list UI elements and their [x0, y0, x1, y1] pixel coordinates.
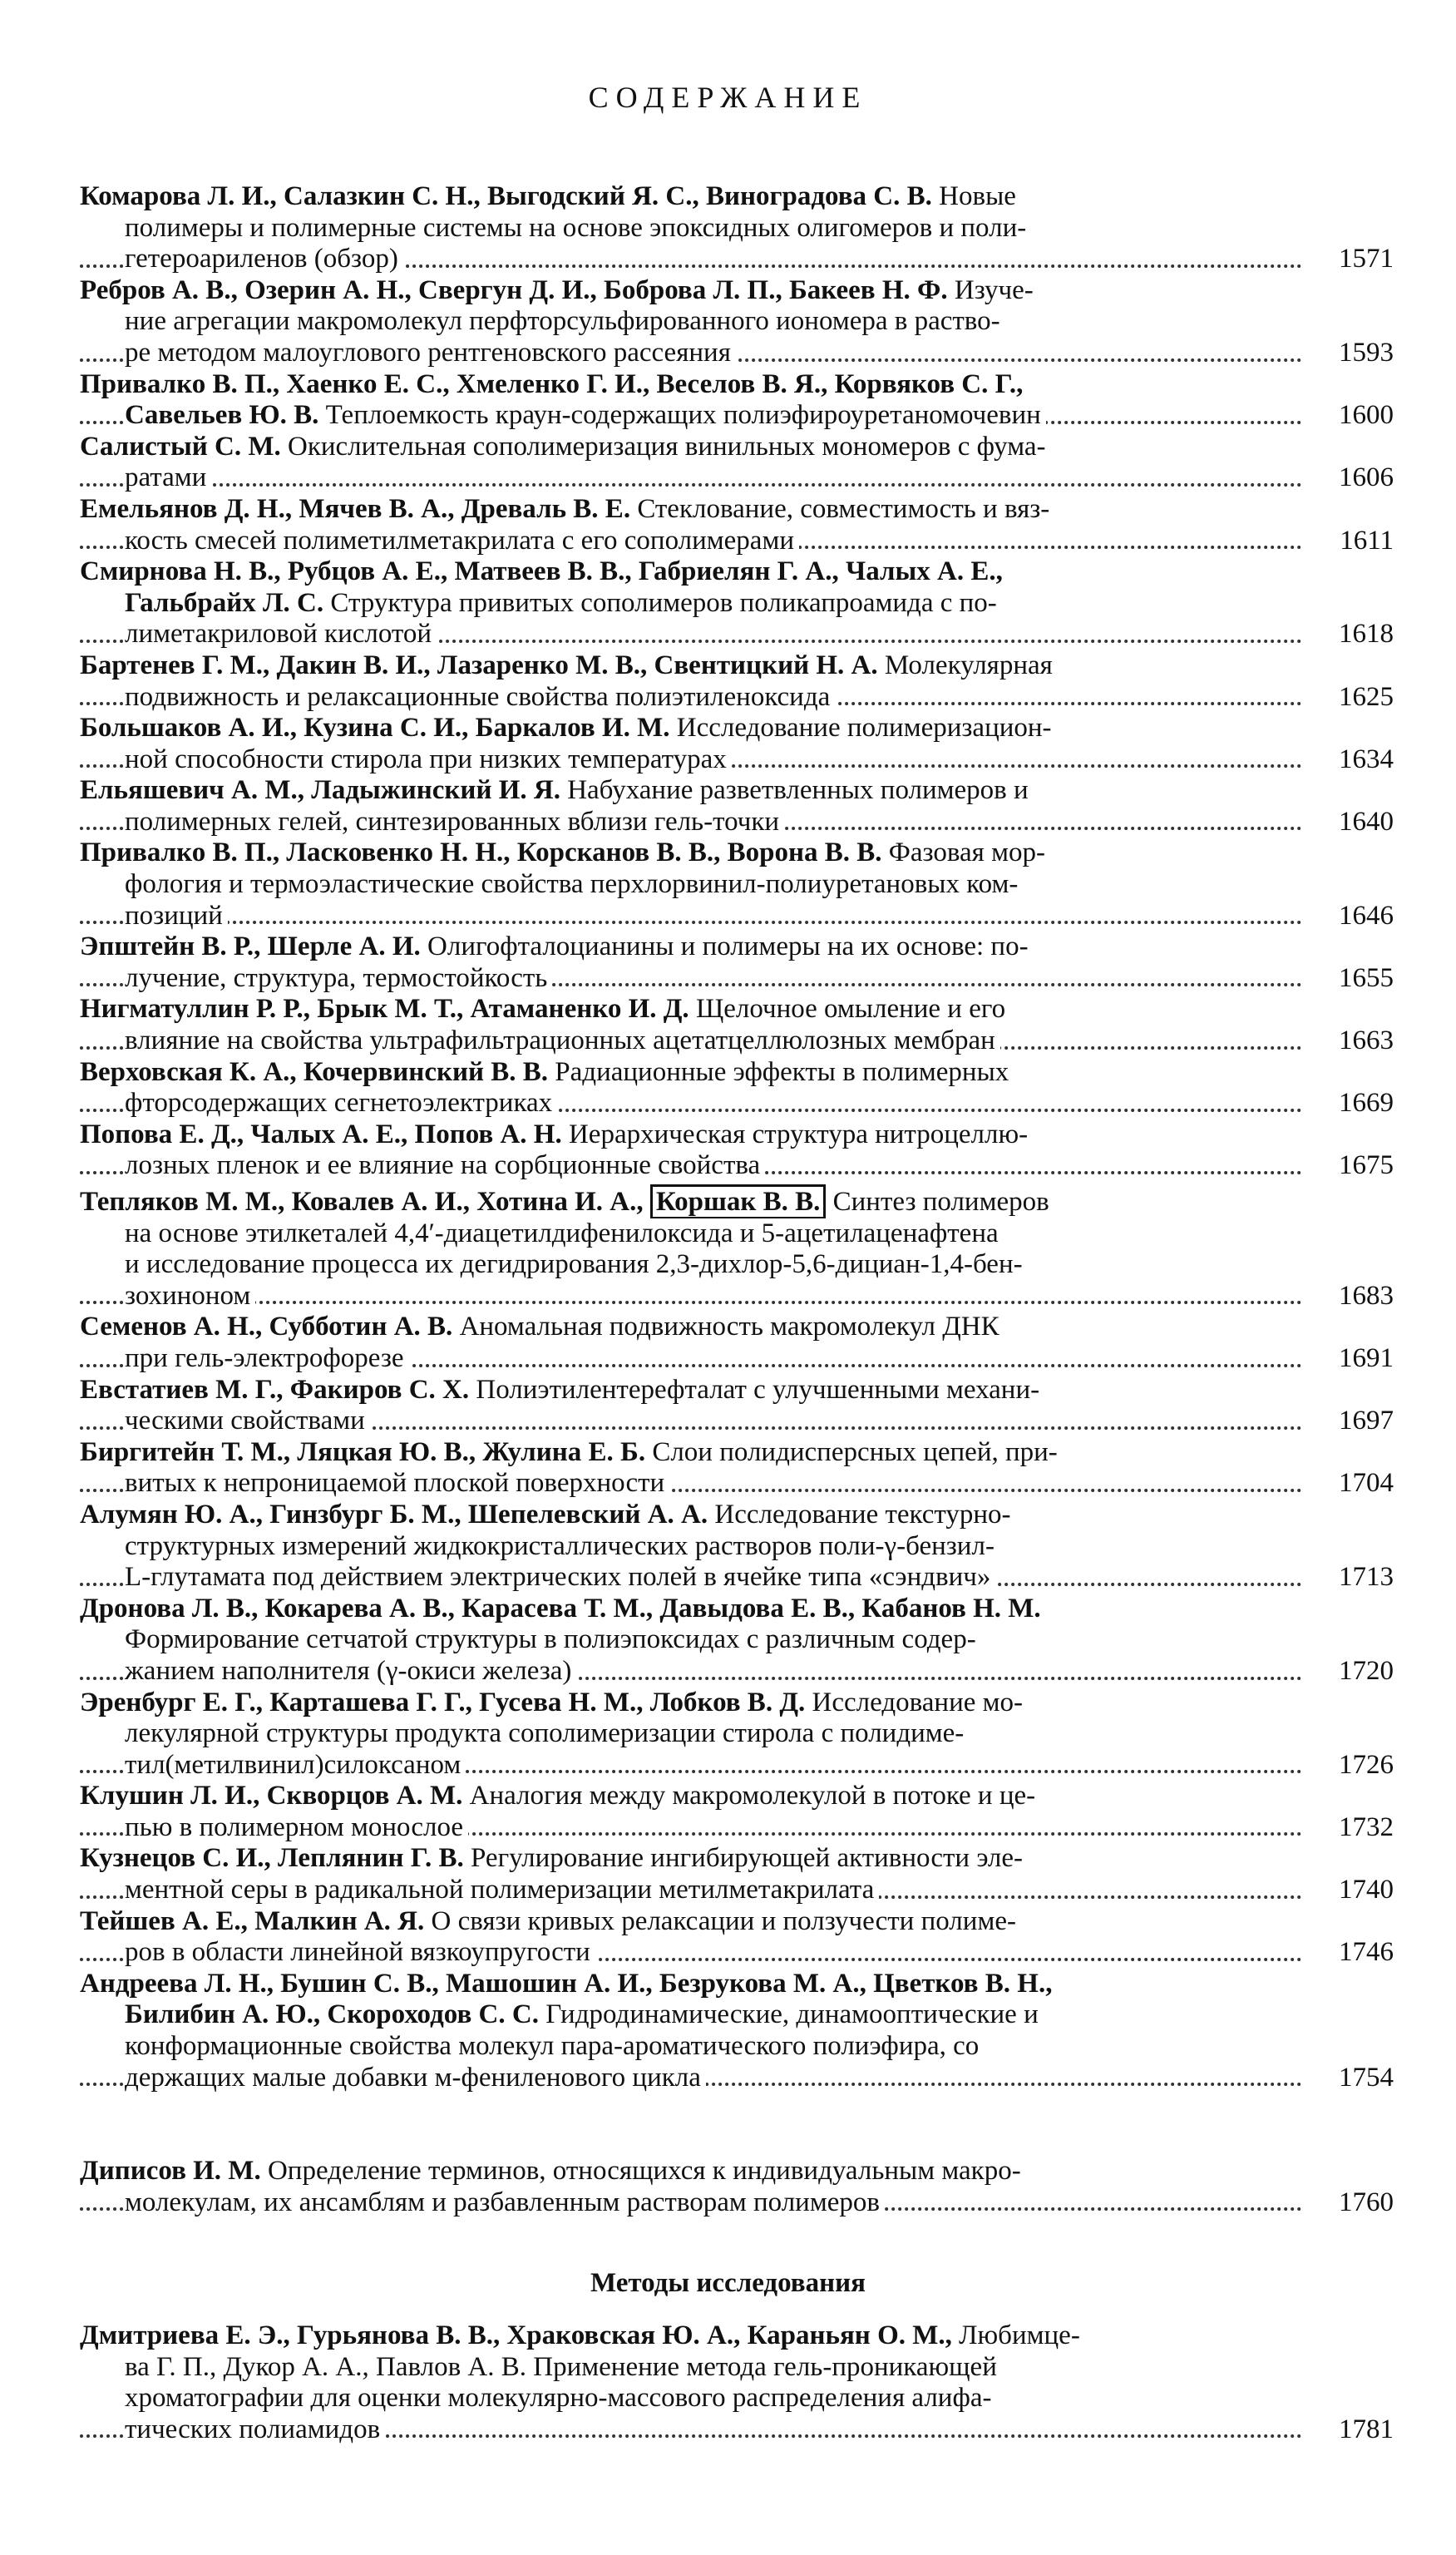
toc-entry-authors: Диписов И. М. — [80, 2156, 268, 2186]
toc-entry-text — [80, 1781, 1040, 1811]
toc-page-number: 1726 — [1319, 1750, 1394, 1782]
toc-entry-line — [80, 494, 1394, 526]
toc-entry-text — [80, 994, 1010, 1024]
toc-page-number: 1740 — [1319, 1875, 1394, 1906]
toc-entry-line — [80, 1312, 1394, 1343]
toc-page-number: 1713 — [1319, 1562, 1394, 1594]
toc-entry-text: конформационные свойства молекул пара-ароматического полиэфира, со — [125, 2031, 984, 2061]
dot-leader — [80, 1297, 1302, 1304]
toc-entry[interactable] — [80, 1057, 1394, 1119]
toc-entry[interactable] — [80, 556, 1394, 650]
toc-entry-authors: Гальбрайх Л. С. — [125, 587, 331, 618]
toc-entry-authors: Эпштейн В. Р., Шерле А. И. — [80, 932, 428, 962]
toc-entry-text — [80, 1969, 1057, 1999]
toc-entry-line — [80, 2063, 1394, 2094]
toc-page-number: 1754 — [1319, 2063, 1394, 2094]
toc-methods-list — [80, 2320, 1394, 2445]
toc-entry-text: и исследование процесса их дегидрирования 2,3-дихлор-5,6-дициан-1,4-бен- — [125, 1249, 1028, 1279]
toc-entry-title: Аномальная подвижность макромолекул ДНК — [459, 1312, 999, 1342]
toc-entry-line — [80, 213, 1394, 245]
toc-entry-text — [80, 556, 1008, 586]
toc-entry-line — [80, 1812, 1394, 1844]
toc-page-number: 1625 — [1319, 682, 1394, 714]
toc-entry-text: влияние на свойства ультрафильтрационных ацетатцеллюлозных мембран — [125, 1025, 1000, 1055]
toc-entry-line — [80, 432, 1394, 463]
toc-entry[interactable] — [80, 275, 1394, 369]
toc-entry-text — [80, 1594, 1046, 1623]
toc-entry[interactable] — [80, 1969, 1394, 2093]
toc-page-number: 1781 — [1319, 2414, 1394, 2446]
toc-entry-authors: Верховская К. А., Кочервинский В. В. — [80, 1056, 555, 1087]
toc-entry-text — [80, 1688, 1028, 1717]
toc-entry-text: фторсодержащих сегнетоэлектриках — [125, 1088, 557, 1118]
toc-entry-authors: Попова Е. Д., Чалых А. Е., Попов А. Н. — [80, 1119, 569, 1149]
toc-entry-title: Полиэтилентерефталат с улучшенными механи- — [476, 1374, 1040, 1405]
toc-entry-text — [80, 2156, 1026, 2186]
toc-entry-line — [80, 1119, 1394, 1151]
toc-entry-authors: Андреева Л. Н., Бушин С. В., Машошин А. И., Безрукова М. А., Цветков В. Н., — [80, 1968, 1053, 1999]
toc-entry-text — [80, 1500, 1016, 1530]
toc-entry-text: ров в области линейной вязкоупругости — [125, 1937, 595, 1967]
toc-entry-text — [80, 650, 1058, 680]
toc-entry-title: Радиационные эффекты в полимерных — [555, 1056, 1009, 1087]
toc-entry-authors: Смирнова Н. В., Рубцов А. Е., Матвеев В. В., Габриелян Г. А., Чалых А. Е., — [80, 556, 1003, 587]
toc-entry-line — [80, 1624, 1394, 1656]
toc-entry-text — [80, 713, 1057, 743]
toc-entry-text — [80, 932, 1034, 961]
toc-entry-line — [80, 838, 1394, 869]
toc-page-number: 1746 — [1319, 1937, 1394, 1969]
toc-entry[interactable] — [80, 1312, 1394, 1374]
toc-entry-line — [80, 1468, 1394, 1500]
toc-entry-text — [125, 1999, 1044, 2029]
toc-entry-text — [80, 1187, 1054, 1217]
toc-entry-text: Формирование сетчатой структуры в полиэпоксидах с различным содер- — [125, 1624, 981, 1654]
toc-entry[interactable] — [80, 932, 1394, 994]
toc-page-number: 1720 — [1319, 1656, 1394, 1688]
toc-page-number: 1760 — [1319, 2187, 1394, 2219]
toc-entry[interactable] — [80, 2320, 1394, 2445]
toc-entry-text: гетероариленов (обзор) — [125, 244, 403, 274]
toc-entry-line — [80, 1531, 1394, 1563]
toc-entry-line — [80, 994, 1394, 1025]
toc-entry-title: Любимце- — [959, 2320, 1080, 2350]
dot-leader — [80, 917, 1302, 924]
toc-entry-line — [80, 181, 1394, 213]
toc-entry[interactable] — [80, 1500, 1394, 1594]
toc-entry[interactable] — [80, 994, 1394, 1056]
toc-entry-line — [80, 2187, 1394, 2219]
toc-entry-line — [80, 306, 1394, 338]
toc-entry-line — [80, 2383, 1394, 2414]
dot-leader — [80, 480, 1302, 487]
toc-entry-line — [80, 1218, 1394, 1250]
toc-entry-line — [80, 1150, 1394, 1182]
toc-entry-text — [80, 1312, 1004, 1342]
toc-entry-line — [80, 932, 1394, 963]
toc-entry-authors: Емельянов Д. Н., Мячев В. А., Древаль В. Е. — [80, 493, 638, 524]
toc-entry-authors: Эренбург Е. Г., Карташева Г. Г., Гусева Н. М., Лобков В. Д. — [80, 1687, 812, 1717]
toc-page-number: 1697 — [1319, 1406, 1394, 1437]
toc-entry-text — [80, 1906, 1021, 1936]
toc-entry-text — [80, 1375, 1044, 1405]
toc-entry-line — [80, 1875, 1394, 1906]
toc-entry-authors: Тейшев А. Е., Малкин А. Я. — [80, 1905, 432, 1936]
toc-page-number: 1704 — [1319, 1468, 1394, 1500]
toc-entry-line — [80, 1906, 1394, 1938]
toc-entry-authors: Комарова Л. И., Салазкин С. Н., Выгодский Я. С., Виноградова С. В. — [80, 181, 940, 211]
section-heading: Методы исследования — [590, 2268, 866, 2298]
toc-page-number: 1593 — [1319, 338, 1394, 369]
toc-entry-authors: Дронова Л. В., Кокарева А. В., Карасева Т. М., Давыдова Е. В., Кабанов Н. М. — [80, 1593, 1041, 1623]
toc-entry-line — [80, 1562, 1394, 1594]
toc-entry-text — [80, 1119, 1033, 1149]
toc-entry-text — [80, 275, 1039, 305]
toc-entry[interactable] — [80, 838, 1394, 932]
toc-entry-line — [80, 556, 1394, 588]
toc-entry-text: L-глутамата под действием электрических полей в ячейке типа «сэндвич» — [125, 1562, 995, 1592]
toc-entry-title: Изуче- — [954, 274, 1034, 305]
toc-entry-text — [80, 181, 1021, 211]
toc-entry-line — [80, 338, 1394, 369]
toc-entry-title: Исследование полимеризацион- — [676, 713, 1052, 744]
toc-entry-authors: Бартенев Г. М., Дакин В. И., Лазаренко М. В., Свентицкий Н. А. — [80, 650, 885, 680]
toc-entry-title: Набухание разветвленных полимеров и — [567, 775, 1029, 806]
toc-page-number: 1669 — [1319, 1088, 1394, 1119]
toc-page-number: 1640 — [1319, 807, 1394, 838]
toc-entry-text: структурных измерений жидкокристаллических растворов поли-γ-бензил- — [125, 1531, 999, 1561]
toc-entry-line — [80, 1343, 1394, 1375]
toc-entry-text: на основе этилкеталей 4,4′-диацетилдифенилоксида и 5-ацетилаценафтена — [125, 1218, 1004, 1248]
toc-entry[interactable] — [80, 369, 1394, 432]
toc-entry-line — [80, 2352, 1394, 2384]
toc-entry-text: ва Г. П., Дукор А. А., Павлов А. В. Применение метода гель-проникающей — [125, 2352, 1002, 2382]
toc-entry-text: лучение, структура, термостойкость — [125, 963, 552, 993]
toc-entry-line — [80, 526, 1394, 557]
toc-entry-authors: Ребров А. В., Озерин А. Н., Свергун Д. И., Боброва Л. П., Бакеев Н. Ф. — [80, 274, 955, 305]
toc-entry-line — [80, 1025, 1394, 1057]
toc-entry[interactable] — [80, 713, 1394, 775]
toc-entry[interactable] — [80, 1187, 1394, 1312]
toc-entry-text — [80, 838, 1050, 867]
toc-entry-text — [80, 775, 1034, 805]
toc-entry-text — [125, 588, 1002, 618]
toc-entry-text: лозных пленок и ее влияние на сорбционные свойства — [125, 1150, 765, 1180]
toc-entry-title: О связи кривых релаксации и ползучести полиме- — [431, 1905, 1016, 1936]
toc-entry-text: ческими свойствами — [125, 1406, 370, 1436]
toc-entry-line — [80, 1437, 1394, 1469]
toc-page-number: 1655 — [1319, 963, 1394, 995]
toc-entry-line — [80, 369, 1394, 401]
toc-entry[interactable] — [80, 775, 1394, 838]
toc-entry-line — [80, 1594, 1394, 1625]
toc-entry-authors: Биргитейн Т. М., Ляцкая Ю. В., Жулина Е. Б. — [80, 1436, 653, 1467]
page-title: СОДЕРЖАНИЕ — [588, 81, 868, 114]
toc-entry-text: ментной серы в радикальной полимеризации метилметакрилата — [125, 1875, 879, 1905]
toc-entry-line — [80, 619, 1394, 650]
toc-entry-title: Исследование мо- — [812, 1687, 1024, 1717]
toc-entry-title: Олигофталоцианины и полимеры на их основе: по- — [427, 932, 1029, 962]
toc-entry-line — [80, 775, 1394, 807]
toc-entry-authors: Билибин А. Ю., Скороходов С. С. — [125, 1999, 546, 2030]
toc-entry-title: Аналогия между макромолекулой в потоке и це- — [469, 1781, 1036, 1811]
toc-entry-text: жанием наполнителя (γ-окиси железа) — [125, 1656, 576, 1686]
toc-entry-authors: Салистый С. М. — [80, 431, 289, 462]
toc-entry-text: кость смесей полиметилметакрилата с его сополимерами — [125, 526, 799, 556]
deceased-author-box: Коршак В. В. — [650, 1184, 827, 1219]
toc-entry-authors: Кузнецов С. И., Леплянин Г. В. — [80, 1843, 471, 1874]
toc-entry-line — [80, 2156, 1394, 2187]
toc-entry-line — [80, 1718, 1394, 1750]
toc-entry-title: Новые — [939, 181, 1016, 211]
toc-entry-title: Молекулярная — [884, 650, 1053, 680]
toc-entry[interactable] — [80, 181, 1394, 275]
toc-entry-text: ной способности стирола при низких температурах — [125, 744, 732, 774]
toc-entry-text: полимерных гелей, синтезированных вблизи гель-точки — [125, 807, 784, 837]
toc-entry-text: пью в полимерном монослое — [125, 1812, 468, 1842]
toc-entry-text: ре методом малоуглового рентгеновского рассеяния — [125, 338, 736, 368]
toc-entry-authors: Дмитриева Е. Э., Гурьянова В. В., Храковская Ю. А., Караньян О. М., — [80, 2320, 960, 2350]
toc-entry-line — [80, 1969, 1394, 2000]
toc-entry-title: Стеклование, совместимость и вяз- — [637, 493, 1050, 524]
toc-entry-text: витых к непроницаемой плоской поверхности — [125, 1468, 669, 1498]
toc-entry-line — [80, 2031, 1394, 2063]
toc-page-number: 1611 — [1319, 526, 1394, 557]
toc-entry[interactable] — [80, 1375, 1394, 1437]
toc-entry-line — [80, 1281, 1394, 1312]
toc-page-number: 1571 — [1319, 244, 1394, 275]
toc-entry-text: лекулярной структуры продукта сополимеризации стирола с полидиме- — [125, 1718, 969, 1748]
toc-entry-line — [80, 2320, 1394, 2352]
toc-entry-text: полимеры и полимерные системы на основе эпоксидных олигомеров и поли- — [125, 213, 1031, 243]
toc-entry-authors: Большаков А. И., Кузина С. И., Баркалов И. М. — [80, 713, 677, 744]
toc-entry-text: тических полиамидов — [125, 2414, 385, 2444]
toc-entry[interactable] — [80, 1843, 1394, 1905]
toc-entry-line — [80, 244, 1394, 275]
toc-entry-authors: Нигматуллин Р. Р., Брык М. Т., Атаманенко И. Д. — [80, 994, 696, 1025]
toc-entry[interactable] — [80, 1594, 1394, 1688]
toc-entry-title: Регулирование ингибирующей активности эле- — [471, 1843, 1023, 1874]
toc-entry-text — [80, 1437, 1063, 1467]
toc-entry-title: Теплоемкость краун-содержащих полиэфироуретаномочевин — [325, 400, 1041, 431]
toc-page-number: 1606 — [1319, 462, 1394, 494]
toc-entry-text: при гель-электрофорезе — [125, 1343, 409, 1373]
toc-entry-title: Гидродинамические, динамооптические и — [545, 1999, 1039, 2030]
toc-entry-authors: Тепляков М. М., Ковалев А. И., Хотина И. А., — [80, 1187, 650, 1217]
toc-entry-line — [80, 869, 1394, 901]
toc-page-number: 1683 — [1319, 1281, 1394, 1312]
toc-entry-title: Синтез полимеров — [826, 1187, 1049, 1217]
toc-page-number: 1600 — [1319, 400, 1394, 432]
toc-page-number: 1691 — [1319, 1343, 1394, 1375]
toc-entry-line — [80, 963, 1394, 995]
toc-page-number: 1663 — [1319, 1025, 1394, 1057]
toc-entry[interactable] — [80, 2156, 1394, 2218]
toc-entry-authors: Алумян Ю. А., Гинзбург Б. М., Шепелевский А. А. — [80, 1499, 715, 1530]
toc-entry-text: лиметакриловой кислотой — [125, 619, 437, 649]
toc-entry-text: ратами — [125, 462, 211, 492]
toc-entry-text — [80, 2320, 1085, 2350]
toc-entry-line — [80, 1937, 1394, 1969]
toc-entry-line — [80, 713, 1394, 744]
toc-entry[interactable] — [80, 1437, 1394, 1500]
toc-entry-text — [80, 432, 1051, 462]
toc-entry-line — [80, 400, 1394, 432]
toc-entry-title: Щелочное омыление и его — [695, 994, 1006, 1025]
toc-entry-line — [80, 901, 1394, 932]
toc-entry-authors: Семенов А. Н., Субботин А. В. — [80, 1312, 460, 1342]
toc-entry-line — [80, 275, 1394, 307]
toc-entry-line — [80, 1249, 1394, 1281]
toc-entry-line — [80, 1057, 1394, 1089]
toc-entry-text: позиций — [125, 901, 228, 931]
toc-entry-text: ние агрегации макромолекул перфторсульфированного иономера в раство- — [125, 306, 1005, 336]
toc-entry-line — [80, 1781, 1394, 1812]
toc-standalone-entry — [80, 2156, 1394, 2218]
toc-entry-authors: Привалко В. П., Хаенко Е. С., Хмеленко Г. И., Веселов В. Я., Корвяков С. Г., — [80, 368, 1024, 399]
toc-page-number: 1732 — [1319, 1812, 1394, 1844]
toc-entry-line — [80, 1500, 1394, 1531]
toc-entry-text — [80, 1057, 1014, 1087]
toc-entry-title: Иерархическая структура нитроцеллю- — [568, 1119, 1029, 1149]
toc-entry-text: фология и термоэластические свойства перхлорвинил-полиуретановых ком- — [125, 869, 1023, 899]
toc-entry-title: Окислительная сополимеризация винильных мономеров с фума- — [288, 431, 1046, 462]
toc-entry-text: хроматографии для оценки молекулярно-массового распределения алифа- — [125, 2383, 996, 2413]
toc-entry-line — [80, 744, 1394, 776]
toc-entry-text: подвижность и релаксационные свойства полиэтиленоксида — [125, 682, 835, 712]
toc-entry-title: Определение терминов, относящихся к индивидуальным макро- — [267, 2156, 1021, 2186]
toc-entry-line — [80, 1750, 1394, 1782]
toc-entry-line — [80, 588, 1394, 620]
toc-entry-text: тил(метилвинил)силоксаном — [125, 1750, 466, 1780]
toc-list — [80, 181, 1394, 2093]
toc-entry-text — [80, 494, 1054, 524]
toc-entry-authors: Савельев Ю. В. — [125, 400, 326, 431]
toc-entry-text — [125, 400, 1046, 430]
toc-page-number: 1618 — [1319, 619, 1394, 650]
toc-page-number: 1634 — [1319, 744, 1394, 776]
toc-entry-line — [80, 1187, 1394, 1218]
toc-entry-title: Структура привитых сополимеров поликапроамида с по- — [330, 587, 997, 618]
toc-entry-line — [80, 1088, 1394, 1119]
toc-entry-text — [80, 369, 1028, 399]
toc-entry[interactable] — [80, 1119, 1394, 1182]
toc-entry-line — [80, 807, 1394, 838]
toc-page-number: 1675 — [1319, 1150, 1394, 1182]
toc-entry-authors: Ельяшевич А. М., Ладыжинский И. Я. — [80, 775, 568, 806]
toc-entry-line — [80, 1656, 1394, 1688]
toc-entry[interactable] — [80, 1688, 1394, 1782]
toc-entry-line — [80, 1843, 1394, 1875]
toc-entry-line — [80, 650, 1394, 682]
toc-entry-title: Слои полидисперсных цепей, при- — [652, 1436, 1058, 1467]
toc-entry-line — [80, 682, 1394, 714]
toc-entry-text — [80, 1843, 1028, 1873]
toc-entry-title: Исследование текстурно- — [714, 1499, 1011, 1530]
toc-entry-line — [80, 1688, 1394, 1719]
toc-entry-line — [80, 1375, 1394, 1406]
toc-entry-text: зохиноном — [125, 1281, 255, 1311]
toc-page-number: 1646 — [1319, 901, 1394, 932]
toc-entry[interactable] — [80, 494, 1394, 556]
toc-entry[interactable] — [80, 432, 1394, 494]
toc-entry-authors: Привалко В. П., Ласковенко Н. Н., Корсканов В. В., Ворона В. В. — [80, 838, 889, 868]
toc-entry[interactable] — [80, 1781, 1394, 1843]
toc-entry-title: Фазовая мор- — [888, 838, 1045, 868]
toc-entry-authors: Клушин Л. И., Скворцов А. М. — [80, 1781, 470, 1811]
toc-entry-text: держащих малые добавки м-фениленового цикла — [125, 2063, 706, 2093]
toc-entry-line — [80, 2414, 1394, 2446]
toc-entry-line — [80, 1999, 1394, 2031]
toc-entry[interactable] — [80, 650, 1394, 713]
toc-entry-line — [80, 462, 1394, 494]
toc-entry-authors: Евстатиев М. Г., Факиров С. Х. — [80, 1374, 476, 1405]
toc-entry-line — [80, 1406, 1394, 1437]
toc-entry[interactable] — [80, 1906, 1394, 1969]
toc-entry-text: молекулам, их ансамблям и разбавленным растворам полимеров — [125, 2187, 885, 2217]
